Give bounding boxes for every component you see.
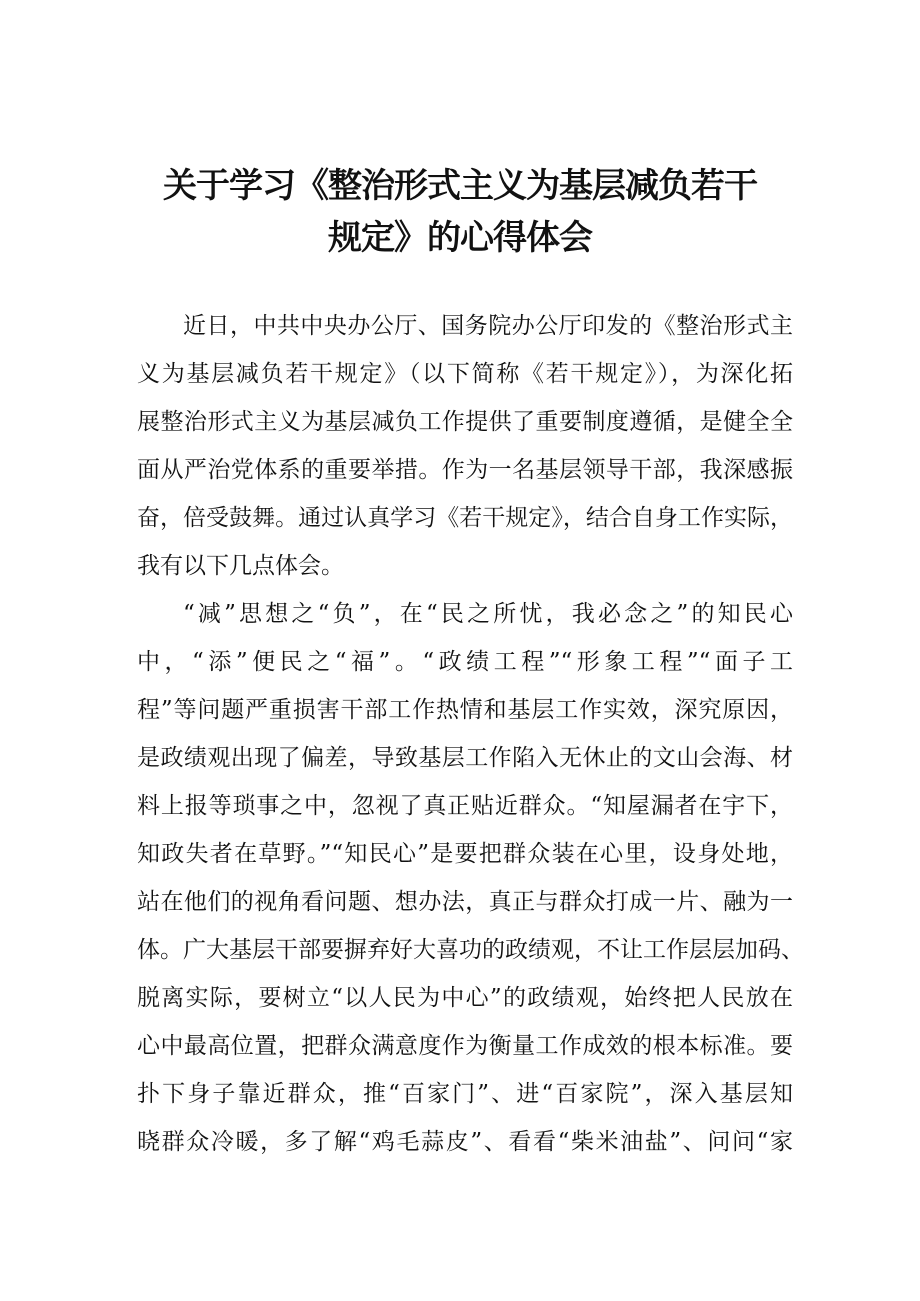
paragraph-2-line: 脱离实际，要树立“以人民为中心”的政绩观，始终把人民放在 — [137, 985, 793, 1011]
document-title — [130, 160, 790, 264]
paragraph-2-line: 中，“添”便民之“福”。“政绩工程”“形象工程”“面子工 — [137, 649, 793, 675]
paragraph-1-line: 面从严治党体系的重要举措。作为一名基层领导干部，我深感振 — [137, 457, 793, 483]
paragraph-2-line: “减”思想之“负”，在“民之所忧，我必念之”的知民心 — [183, 601, 793, 627]
paragraph-2-line: 知政失者在草野。”“知民心”是要把群众装在心里，设身处地， — [137, 841, 793, 867]
paragraph-2-line: 心中最高位置，把群众满意度作为衡量工作成效的根本标准。要 — [137, 1033, 793, 1059]
document-body — [137, 302, 804, 1166]
paragraph-2-line: 站在他们的视角看问题、想办法，真正与群众打成一片、融为一 — [137, 889, 793, 915]
paragraph-2-line: 是政绩观出现了偏差，导致基层工作陷入无休止的文山会海、材 — [137, 745, 793, 771]
paragraph-2-line: 晓群众冷暖，多了解“鸡毛蒜皮”、看看“柴米油盐”、问问“家 — [137, 1129, 793, 1155]
paragraph-1-line: 我有以下几点体会。 — [137, 553, 344, 579]
paragraph-2-line: 料上报等琐事之中，忽视了真正贴近群众。“知屋漏者在宇下， — [137, 793, 793, 819]
paragraph-1-line: 义为基层减负若干规定》（以下简称《若干规定》），为深化拓 — [137, 361, 793, 387]
paragraph-1-line: 展整治形式主义为基层减负工作提供了重要制度遵循，是健全全 — [137, 409, 793, 435]
paragraph-2-line: 扑下身子靠近群众，推“百家门”、进“百家院”，深入基层知 — [137, 1081, 793, 1107]
paragraph-2-line: 体。广大基层干部要摒弃好大喜功的政绩观，不让工作层层加码、 — [137, 937, 804, 963]
paragraph-2-line: 程”等问题严重损害干部工作热情和基层工作实效，深究原因， — [137, 697, 793, 723]
paragraph-1-line: 奋，倍受鼓舞。通过认真学习《若干规定》，结合自身工作实际， — [137, 505, 793, 531]
title-line-2: 规定》的心得体会 — [328, 218, 592, 258]
title-line-1: 关于学习《整治形式主义为基层减负若干 — [163, 166, 757, 206]
paragraph-1-line: 近日，中共中央办公厅、国务院办公厅印发的《整治形式主 — [183, 313, 793, 339]
